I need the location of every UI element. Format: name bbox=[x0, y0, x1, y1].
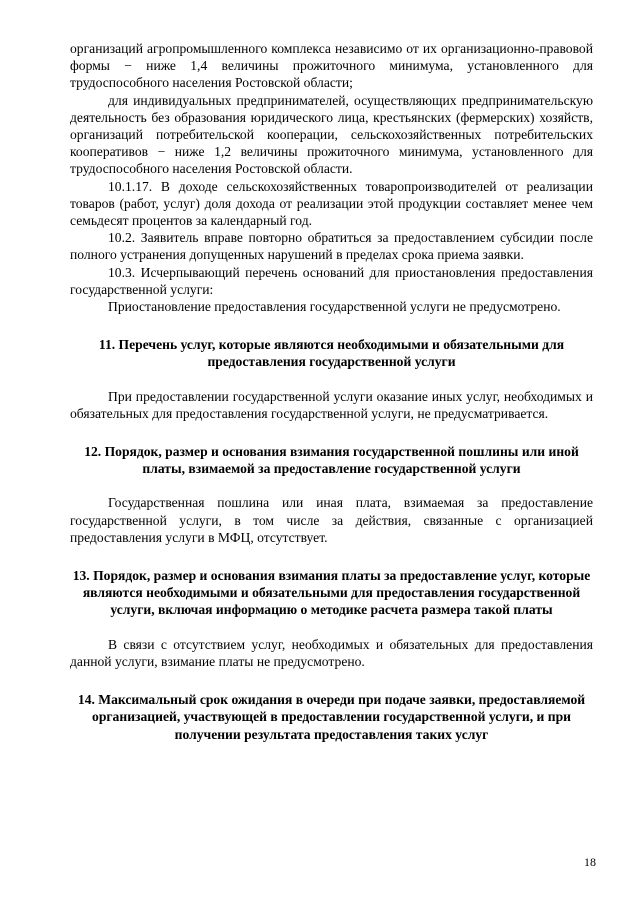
section-14-heading: 14. Максимальный срок ожидания в очереди при подаче заявки, предоставляемой организацией, участвующей в предоставлении государственной услуги, и при получении результата предоставления таких услуг bbox=[77, 692, 586, 742]
section-11-heading: 11. Перечень услуг, которые являются необходимыми и обязательными для предоставления государственной услуги bbox=[98, 337, 565, 370]
paragraph-10-2: 10.2. Заявитель вправе повторно обратиться за предоставлением субсидии после полного устранения допущенных нарушений в пределах срока приема заявки. bbox=[70, 230, 593, 263]
section-11-text: При предоставлении государственной услуги оказание иных услуг, необходимых и обязательных для предоставления государственной услуги, не предусматривается. bbox=[70, 388, 593, 421]
paragraph-10-3: 10.3. Исчерпывающий перечень оснований для приостановления предоставления государственной услуги: bbox=[70, 264, 593, 297]
paragraph-individual-entrepreneurs: для индивидуальных предпринимателей, осуществляющих предпринимательскую деятельность без образования юридического лица, крестьянских (фермерских) хозяйств, организаций потребительской кооперации, сельскохозяйственных потребительских кооперативов − ниже 1,2 величины прожиточного минимума, установленного для трудоспособного населения Ростовской области. bbox=[70, 92, 593, 177]
paragraph-10-1-17: 10.1.17. В доходе сельскохозяйственных товаропроизводителей от реализации товаров (работ, услуг) доля дохода от реализации этой продукции составляет менее чем семьдесят процентов за календарный год. bbox=[70, 178, 593, 229]
section-13-heading: 13. Порядок, размер и основания взимания платы за предоставление услуг, которые являются необходимыми и обязательными для предоставления государственной услуги, включая информацию о методике расчета размера такой платы bbox=[72, 568, 591, 618]
document-page bbox=[70, 40, 593, 743]
page-number: 18 bbox=[584, 855, 596, 869]
paragraph-agro-organizations: организаций агропромышленного комплекса независимо от их организационно-правовой формы − ниже 1,4 величины прожиточного минимума, установленного для трудоспособного населения Ростовской области; bbox=[70, 41, 593, 91]
section-13-text: В связи с отсутствием услуг, необходимых и обязательных для предоставления данной услуги, взимание платы не предусмотрено. bbox=[70, 636, 593, 669]
section-12-text: Государственная пошлина или иная плата, взимаемая за предоставление государственной услуги, в том числе за действия, связанные с организацией предоставления услуги в МФЦ, отсутствует. bbox=[70, 495, 593, 545]
paragraph-suspension: Приостановление предоставления государственной услуги не предусмотрено. bbox=[108, 299, 561, 315]
section-12-heading: 12. Порядок, размер и основания взимания государственной пошлины или иной платы, взимаемой за предоставление государственной услуги bbox=[84, 444, 579, 477]
